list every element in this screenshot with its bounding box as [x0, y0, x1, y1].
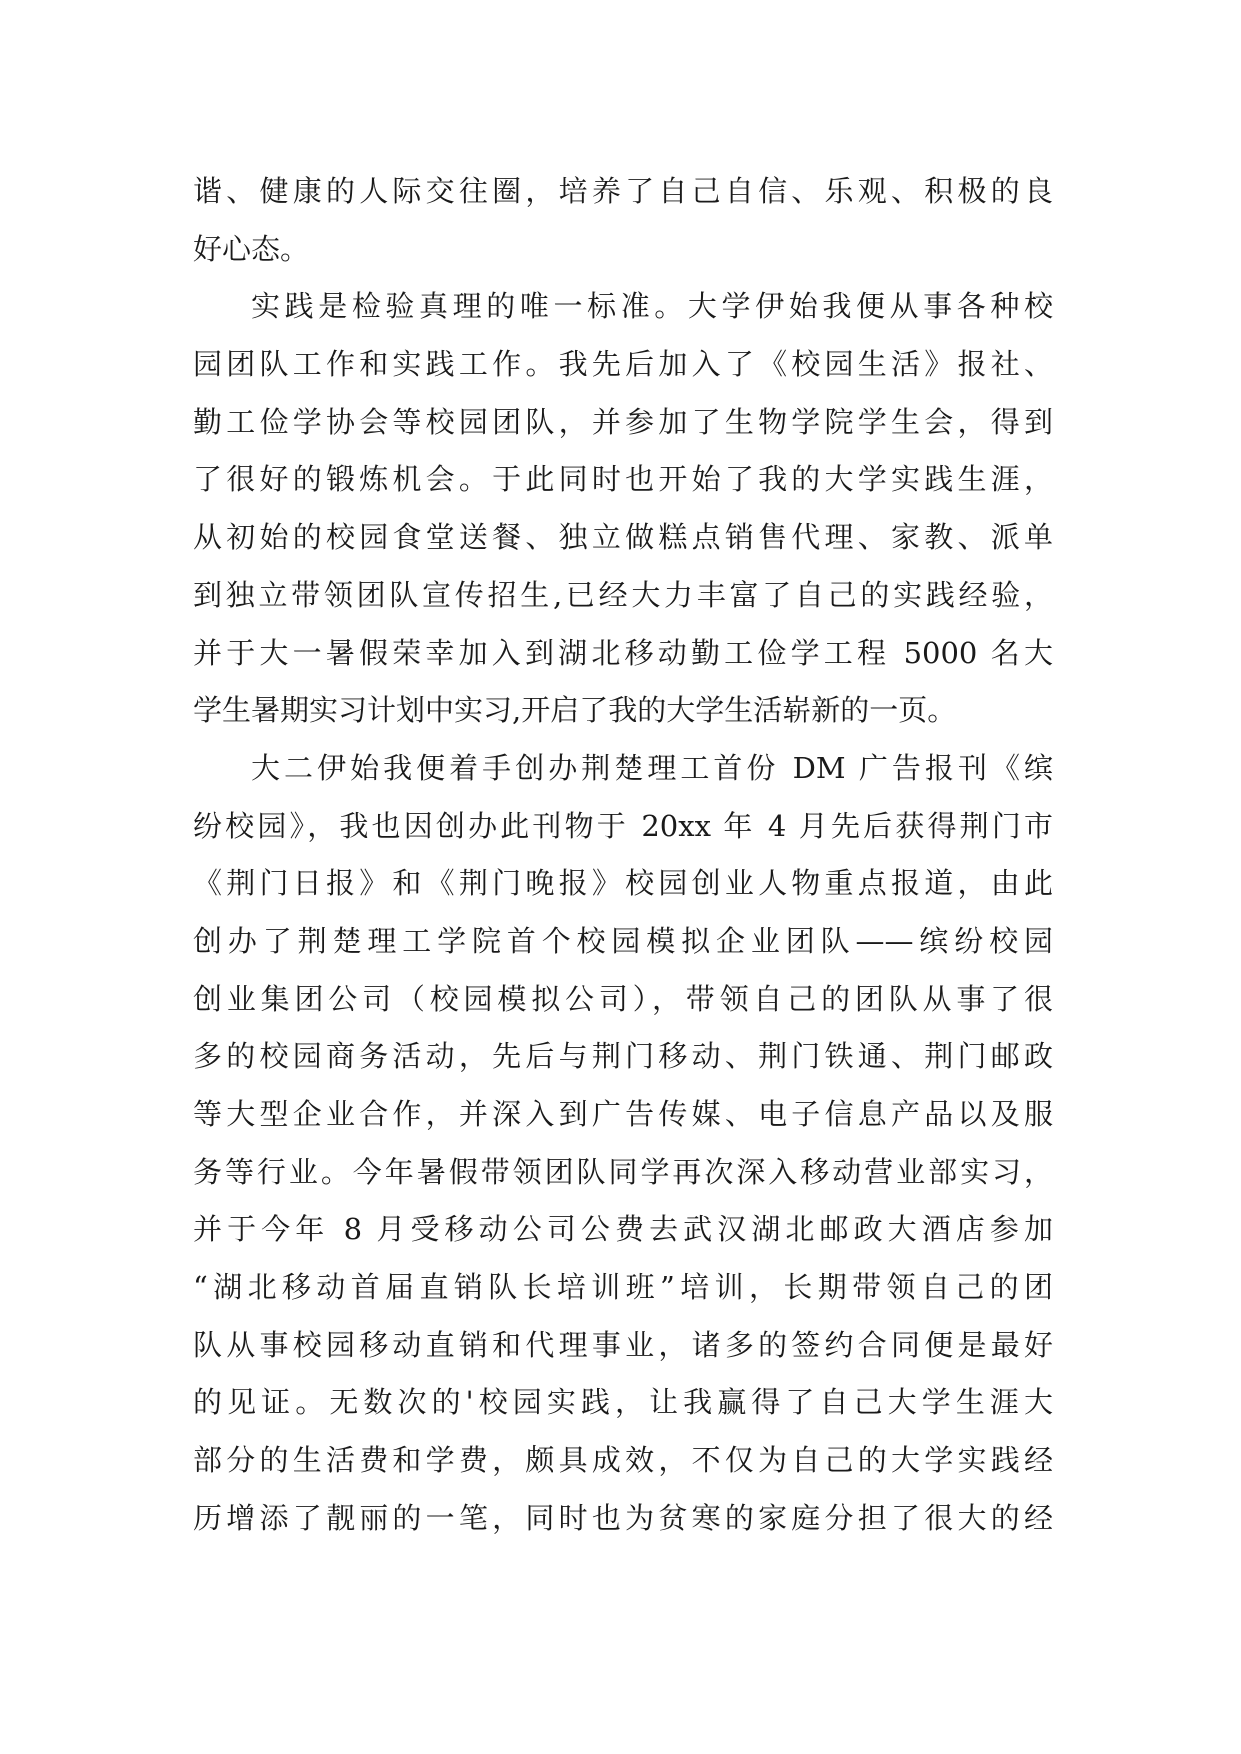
text-line: 《荆门日报》和《荆门晚报》校园创业人物重点报道，由此	[193, 866, 1053, 901]
text-line: 部分的生活费和学费，颇具成效，不仅为自己的大学实践经	[193, 1443, 1053, 1478]
text-line: 历增添了靓丽的一笔，同时也为贫寒的家庭分担了很大的经	[193, 1500, 1053, 1535]
text-line: 多的校园商务活动，先后与荆门移动、荆门铁通、荆门邮政	[193, 1039, 1053, 1074]
text-line: 到独立带领团队宣传招生,已经大力丰富了自己的实践经验，	[193, 577, 1053, 612]
paragraph-first-line: 大二伊始我便着手创办荆楚理工首份 DM 广告报刊《缤	[251, 750, 1053, 785]
text-line: 队从事校园移动直销和代理事业，诸多的签约合同便是最好	[193, 1327, 1053, 1362]
text-line: 并于今年 8 月受移动公司公费去武汉湖北邮政大酒店参加	[193, 1212, 1053, 1247]
text-line: 谐、健康的人际交往圈，培养了自己自信、乐观、积极的良	[193, 174, 1053, 208]
text-line: 纷校园》，我也因创办此刊物于 20xx 年 4 月先后获得荆门市	[193, 808, 1053, 843]
text-line: 的见证。无数次的'校园实践，让我赢得了自己大学生涯大	[193, 1385, 1053, 1420]
text-line: 学生暑期实习计划中实习,开启了我的大学生活崭新的一页。	[193, 693, 957, 728]
text-line: 并于大一暑假荣幸加入到湖北移动勤工俭学工程 5000 名大	[193, 635, 1053, 670]
text-line: 好心态。	[193, 231, 310, 266]
text-line: 创办了荆楚理工学院首个校园模拟企业团队——缤纷校园	[193, 923, 1053, 958]
text-line: 从初始的校园食堂送餐、独立做糕点销售代理、家教、派单	[193, 520, 1053, 555]
text-line: 了很好的锻炼机会。于此同时也开始了我的大学实践生涯，	[193, 462, 1053, 497]
text-line: 务等行业。今年暑假带领团队同学再次深入移动营业部实习，	[193, 1154, 1053, 1189]
paragraph-first-line: 实践是检验真理的唯一标准。大学伊始我便从事各种校	[251, 289, 1053, 324]
text-line: 园团队工作和实践工作。我先后加入了《校园生活》报社、	[193, 347, 1053, 382]
body-text	[193, 163, 1053, 1548]
text-line: 创业集团公司（校园模拟公司），带领自己的团队从事了很	[193, 981, 1053, 1016]
text-line: 勤工俭学协会等校园团队，并参加了生物学院学生会，得到	[193, 404, 1053, 439]
text-line: “湖北移动首届直销队长培训班”培训，长期带领自己的团	[193, 1270, 1053, 1305]
text-line: 等大型企业合作，并深入到广告传媒、电子信息产品以及服	[193, 1097, 1053, 1131]
